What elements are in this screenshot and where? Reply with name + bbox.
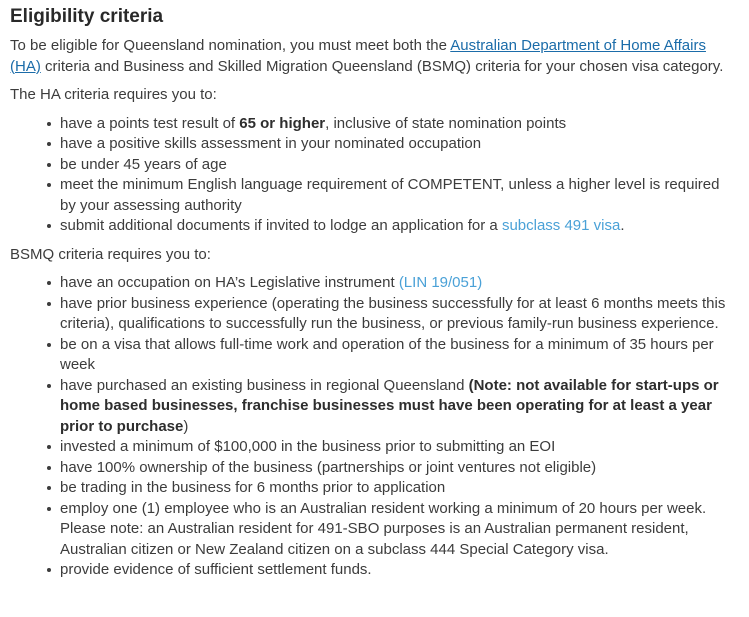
list-item xyxy=(60,216,731,237)
ha-criteria-list xyxy=(10,114,731,237)
text-span: criteria and Business and Skilled Migration Queensland (BSMQ) criteria for your chosen visa category. xyxy=(40,57,724,75)
lin-19-051-link[interactable]: (LIN 19/051) xyxy=(398,274,483,291)
intro-paragraph xyxy=(10,36,731,77)
list-item xyxy=(60,499,731,561)
text-span: ) xyxy=(183,417,189,435)
list-item xyxy=(60,155,731,176)
text-span: submit additional documents if invited to lodge an application for a xyxy=(60,217,502,234)
bsmq-criteria-list xyxy=(10,273,731,581)
list-item xyxy=(60,478,731,499)
list-item xyxy=(60,175,731,216)
list-item xyxy=(60,134,731,155)
subclass-491-visa-link[interactable]: subclass 491 visa xyxy=(501,217,621,234)
text-span: To be eligible for Queensland nomination, you must meet both the xyxy=(10,37,451,54)
text-span: provide evidence of sufficient settlement funds. xyxy=(60,561,372,578)
text-span: have a positive skills assessment in your nominated occupation xyxy=(60,135,482,152)
list-item xyxy=(60,335,731,376)
text-span: invested a minimum of $100,000 in the business prior to submitting an EOI xyxy=(60,438,556,455)
text-span: . xyxy=(620,217,625,234)
list-item xyxy=(60,294,731,335)
list-item xyxy=(60,273,731,294)
text-span: employ one (1) employee who is an Australian resident working a minimum of 20 hours per week. Please note: an Australian resident for 491-SBO purposes is an Australian permanent resident, Australian citizen or New Zealand citizen on a subclass 444 Special Category visa. xyxy=(60,499,707,558)
list-item xyxy=(60,376,731,438)
bold-text: 65 or higher xyxy=(239,114,326,132)
list-item xyxy=(60,560,731,581)
bsmq-criteria-lead: BSMQ criteria requires you to: xyxy=(10,245,211,263)
bold-text: (Note: not available for start-ups or home based businesses, franchise businesses must have been operating for at least a year prior to purchase xyxy=(60,376,719,435)
ha-criteria-lead: The HA criteria requires you to: xyxy=(10,86,217,103)
text-span: be on a visa that allows full-time work and operation of the business for a minimum of 35 hours per week xyxy=(60,335,714,373)
text-span: have a points test result of xyxy=(60,114,240,132)
text-span: have 100% ownership of the business (partnerships or joint ventures not eligible) xyxy=(60,458,597,476)
list-item xyxy=(60,437,731,458)
page-title: Eligibility criteria xyxy=(10,6,164,27)
list-item xyxy=(60,114,731,135)
list-item xyxy=(60,458,731,479)
text-span: , inclusive of state nomination points xyxy=(325,114,567,132)
text-span: be under 45 years of age xyxy=(60,155,227,173)
text-span: have purchased an existing business in regional Queensland xyxy=(60,376,469,394)
home-affairs-link[interactable]: Australian Department of Home Affairs (HA) xyxy=(10,37,706,75)
text-span: have an occupation on HA’s Legislative instrument xyxy=(60,274,399,291)
text-span: meet the minimum English language requirement of COMPETENT, unless a higher level is required by your assessing authority xyxy=(60,176,720,214)
text-span: have prior business experience (operating the business successfully for at least 6 months meets this criteria), qualifications to successfully run the business, or previous family-run business experience. xyxy=(60,294,726,332)
text-span: be trading in the business for 6 months prior to application xyxy=(60,479,446,496)
